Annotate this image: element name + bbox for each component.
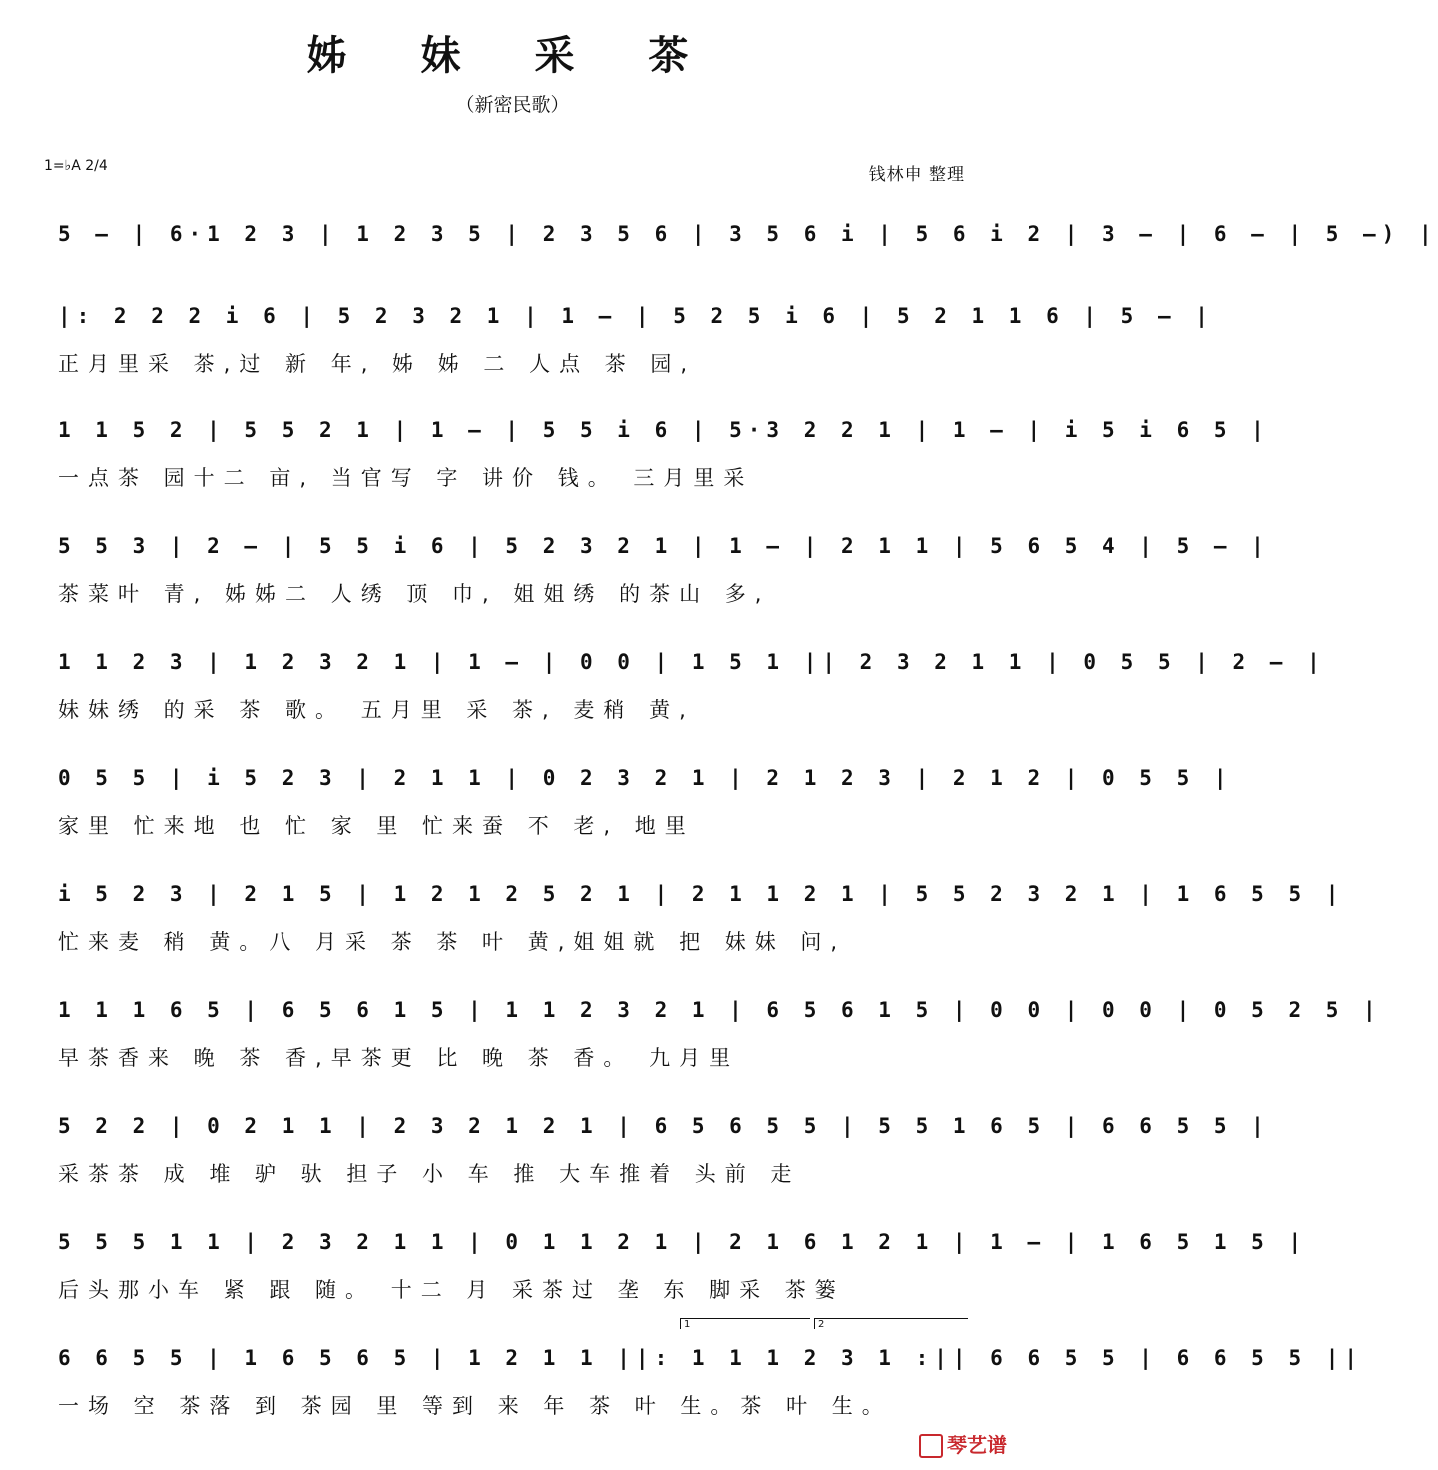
notes-line: 5 – | 6·1 2 3 | 1 2 3 5 | 2 3 5 6 | 3 5 6 i | 5 6 i 2 | 3 – | 6 – | 5 –) | — [58, 222, 1438, 246]
lyrics-line: 一场 空 茶落 到 茶园 里 等到 来 年 茶 叶 生。茶 叶 生。 — [58, 1394, 892, 1418]
notes-line: 1 1 1 6 5 | 6 5 6 1 5 | 1 1 2 3 2 1 | 6 5 6 1 5 | 0 0 | 0 0 | 0 5 2 5 | — [58, 998, 1382, 1022]
song-subtitle: （新密民歌） — [455, 94, 570, 116]
lyrics-line: 采茶茶 成 堆 驴 驮 担子 小 车 推 大车推着 头前 走 — [58, 1162, 801, 1186]
notes-line: 5 2 2 | 0 2 1 1 | 2 3 2 1 2 1 | 6 5 6 5 5 | 5 5 1 6 5 | 6 6 5 5 | — [58, 1114, 1270, 1138]
notes-line: 5 5 5 1 1 | 2 3 2 1 1 | 0 1 1 2 1 | 2 1 6 1 2 1 | 1 – | 1 6 5 1 5 | — [58, 1230, 1308, 1254]
notes-line: |: 2 2 2 i 6 | 5 2 3 2 1 | 1 – | 5 2 5 i 6 | 5 2 1 1 6 | 5 – | — [58, 304, 1214, 328]
arranger-credit: 钱林申 整理 — [868, 165, 965, 185]
lyrics-line: 茶菜叶 青, 姊姊二 人绣 顶 巾, 姐姐绣 的茶山 多, — [58, 582, 771, 606]
notes-line: 6 6 5 5 | 1 6 5 6 5 | 1 2 1 1 ||: 1 1 1 2 3 1 :|| 6 6 5 5 | 6 6 5 5 || — [58, 1346, 1364, 1370]
lyrics-line: 早茶香来 晚 茶 香,早茶更 比 晚 茶 香。 九月里 — [58, 1046, 740, 1070]
key-signature: 1=♭A 2/4 — [44, 158, 108, 174]
notes-line: 1 1 5 2 | 5 5 2 1 | 1 – | 5 5 i 6 | 5·3 2 2 1 | 1 – | i 5 i 6 5 | — [58, 418, 1270, 442]
watermark-text: 琴艺谱 — [947, 1432, 1007, 1457]
logo-icon — [919, 1434, 943, 1458]
song-title: 姊 妹 采 茶 — [306, 32, 719, 79]
lyrics-line: 忙来麦 稍 黄。八 月采 茶 茶 叶 黄,姐姐就 把 妹妹 问, — [58, 930, 847, 954]
lyrics-line: 妹妹绣 的采 茶 歌。 五月里 采 茶, 麦稍 黄, — [58, 698, 695, 722]
notes-line: i 5 2 3 | 2 1 5 | 1 2 1 2 5 2 1 | 2 1 1 2 1 | 5 5 2 3 2 1 | 1 6 5 5 | — [58, 882, 1345, 906]
volta-bracket-1: 1 — [680, 1318, 810, 1329]
lyrics-line: 正月里采 茶,过 新 年, 姊 姊 二 人点 茶 园, — [58, 352, 697, 376]
notes-line: 0 5 5 | i 5 2 3 | 2 1 1 | 0 2 3 2 1 | 2 1 2 3 | 2 1 2 | 0 5 5 | — [58, 766, 1233, 790]
lyrics-line: 家里 忙来地 也 忙 家 里 忙来蚕 不 老, 地里 — [58, 814, 695, 838]
notes-line: 5 5 3 | 2 – | 5 5 i 6 | 5 2 3 2 1 | 1 – | 2 1 1 | 5 6 5 4 | 5 – | — [58, 534, 1270, 558]
watermark-logo — [919, 1429, 1007, 1459]
lyrics-line: 后头那小车 紧 跟 随。 十二 月 采茶过 垄 东 脚采 茶篓 — [58, 1278, 845, 1302]
lyrics-line: 一点茶 园十二 亩, 当官写 字 讲价 钱。 三月里采 — [58, 466, 754, 490]
volta-bracket-2: 2 — [814, 1318, 968, 1329]
notes-line: 1 1 2 3 | 1 2 3 2 1 | 1 – | 0 0 | 1 5 1 || 2 3 2 1 1 | 0 5 5 | 2 – | — [58, 650, 1326, 674]
